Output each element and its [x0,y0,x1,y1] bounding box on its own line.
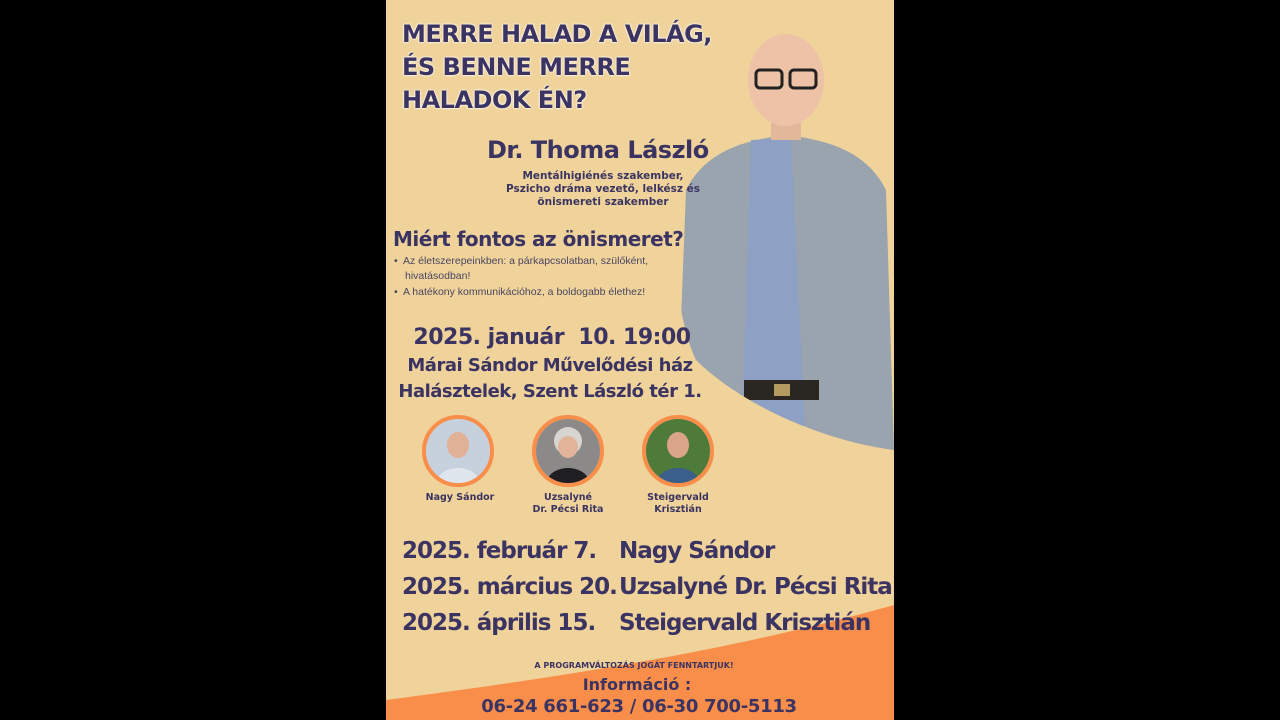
schedule-person-1: Nagy Sándor [619,538,775,564]
schedule-person-3: Steigervald Krisztián [619,610,871,636]
guest-avatar-uzsalyne [532,415,604,487]
schedule-person-2: Uzsalyné Dr. Pécsi Rita [619,574,892,600]
event-datetime: 2025. január 10. 19:00 [413,325,691,350]
guest-avatar-steigervald [642,415,714,487]
speaker-role-3: önismereti szakember [537,196,669,208]
speaker-name: Dr. Thoma László [487,136,709,164]
event-venue: Márai Sándor Művelődési ház [407,355,693,376]
schedule-date-3: 2025. április 15. [402,610,596,636]
speaker-role-2: Pszicho dráma vezető, lelkész és [505,183,701,195]
bullet-item: • A hatékony kommunikációhoz, a boldogabb élethez! [394,286,646,298]
guest-name-3-line-2: Krisztián [654,504,702,515]
bullet-item: • Az életszerepeinkben: a párkapcsolatban, szülőként, [394,255,649,267]
event-address: Halásztelek, Szent László tér 1. [398,381,702,402]
guest-name-3-line-1: Steigervald [647,492,709,503]
phone-numbers: 06-24 661-623 / 06-30 700-5113 [481,696,797,717]
poster-title-line-2: ÉS BENNE MERRE [402,53,631,81]
poster-title-line-3: HALADOK ÉN? [402,86,587,114]
question-heading: Miért fontos az önismeret? [393,227,684,251]
poster-title-line-1: MERRE HALAD A VILÁG, [402,20,712,48]
guest-avatar-nagy [422,415,494,487]
bullet-continuation: hivatásodban! [405,270,471,282]
info-label: Információ : [582,675,692,694]
event-poster [386,0,894,720]
schedule-date-2: 2025. március 20. [402,574,617,600]
bullet-text: A hatékony kommunikációhoz, a boldogabb élethez! [402,286,646,298]
guest-name-1: Nagy Sándor [425,492,495,503]
guest-name-2-line-1: Uzsalyné [544,492,592,503]
guest-name-2-line-2: Dr. Pécsi Rita [532,504,604,515]
disclaimer: A PROGRAMVÁLTOZÁS JOGÁT FENNTARTJUK! [534,661,734,670]
bullet-text: Az életszerepeinkben: a párkapcsolatban, szülőként, [402,255,649,267]
speaker-role-1: Mentálhigiénés szakember, [522,170,684,182]
schedule-date-1: 2025. február 7. [402,538,597,564]
